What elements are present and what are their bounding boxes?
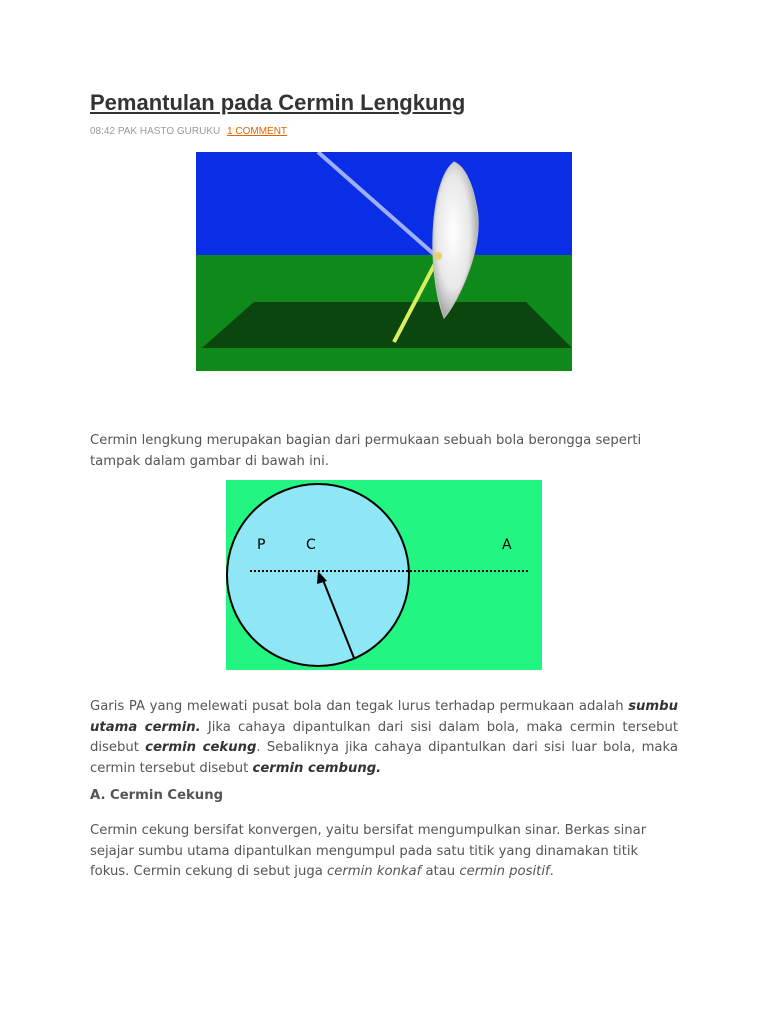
label-a: A [502, 537, 512, 553]
term-concave-mirror: cermin cekung [145, 740, 257, 755]
term-principal-axis: sumbu utama cermin. [90, 699, 678, 735]
sphere-diagram [226, 480, 542, 670]
concave-text-1: Cermin cekung bersifat konvergen, yaitu bersifat mengumpulkan sinar. Berkas sinar sejajar sumbu utama dipantulkan mengumpul pada satu titik yang dinamakan titik fokus. Cermin cekung di sebut juga [90, 823, 647, 879]
concave-text-3: . [549, 864, 554, 879]
term-convex-mirror: cermin cembung. [252, 760, 382, 776]
axis-text-1: Garis PA yang melewati pusat bola dan tegak lurus terhadap permukaan adalah [90, 699, 629, 714]
term-concave: cermin konkaf [326, 864, 422, 879]
axis-text-2: Jika cahaya dipantulkan dari sisi dalam bola, maka cermin tersebut disebut [90, 719, 678, 755]
post-time: 08:42 [90, 126, 116, 137]
section-heading-concave: A. Cermin Cekung [90, 788, 224, 803]
concave-paragraph [90, 821, 678, 883]
axis-paragraph [90, 697, 678, 779]
concave-text-2: atau [421, 864, 460, 879]
axis-text-3: . Sebaliknya jika cahaya dipantulkan dari sisi luar bola, maka cermin tersebut disebut [90, 740, 678, 776]
focus-point [434, 252, 442, 260]
post-meta [90, 126, 287, 137]
intro-paragraph: Cermin lengkung merupakan bagian dari permukaan sebuah bola berongga seperti tampak dalam gambar di bawah ini. [90, 433, 642, 469]
sky-background [196, 152, 572, 255]
label-c: C [306, 537, 316, 553]
curved-mirror-illustration [196, 152, 572, 371]
label-p: P [257, 537, 266, 553]
post-title[interactable]: Pemantulan pada Cermin Lengkung [90, 90, 466, 115]
post-author[interactable]: PAK HASTO GURUKU [117, 126, 221, 137]
term-positive: cermin positif [459, 864, 550, 879]
comments-link[interactable]: 1 COMMENT [227, 126, 288, 137]
mirror-shadow [202, 302, 572, 348]
